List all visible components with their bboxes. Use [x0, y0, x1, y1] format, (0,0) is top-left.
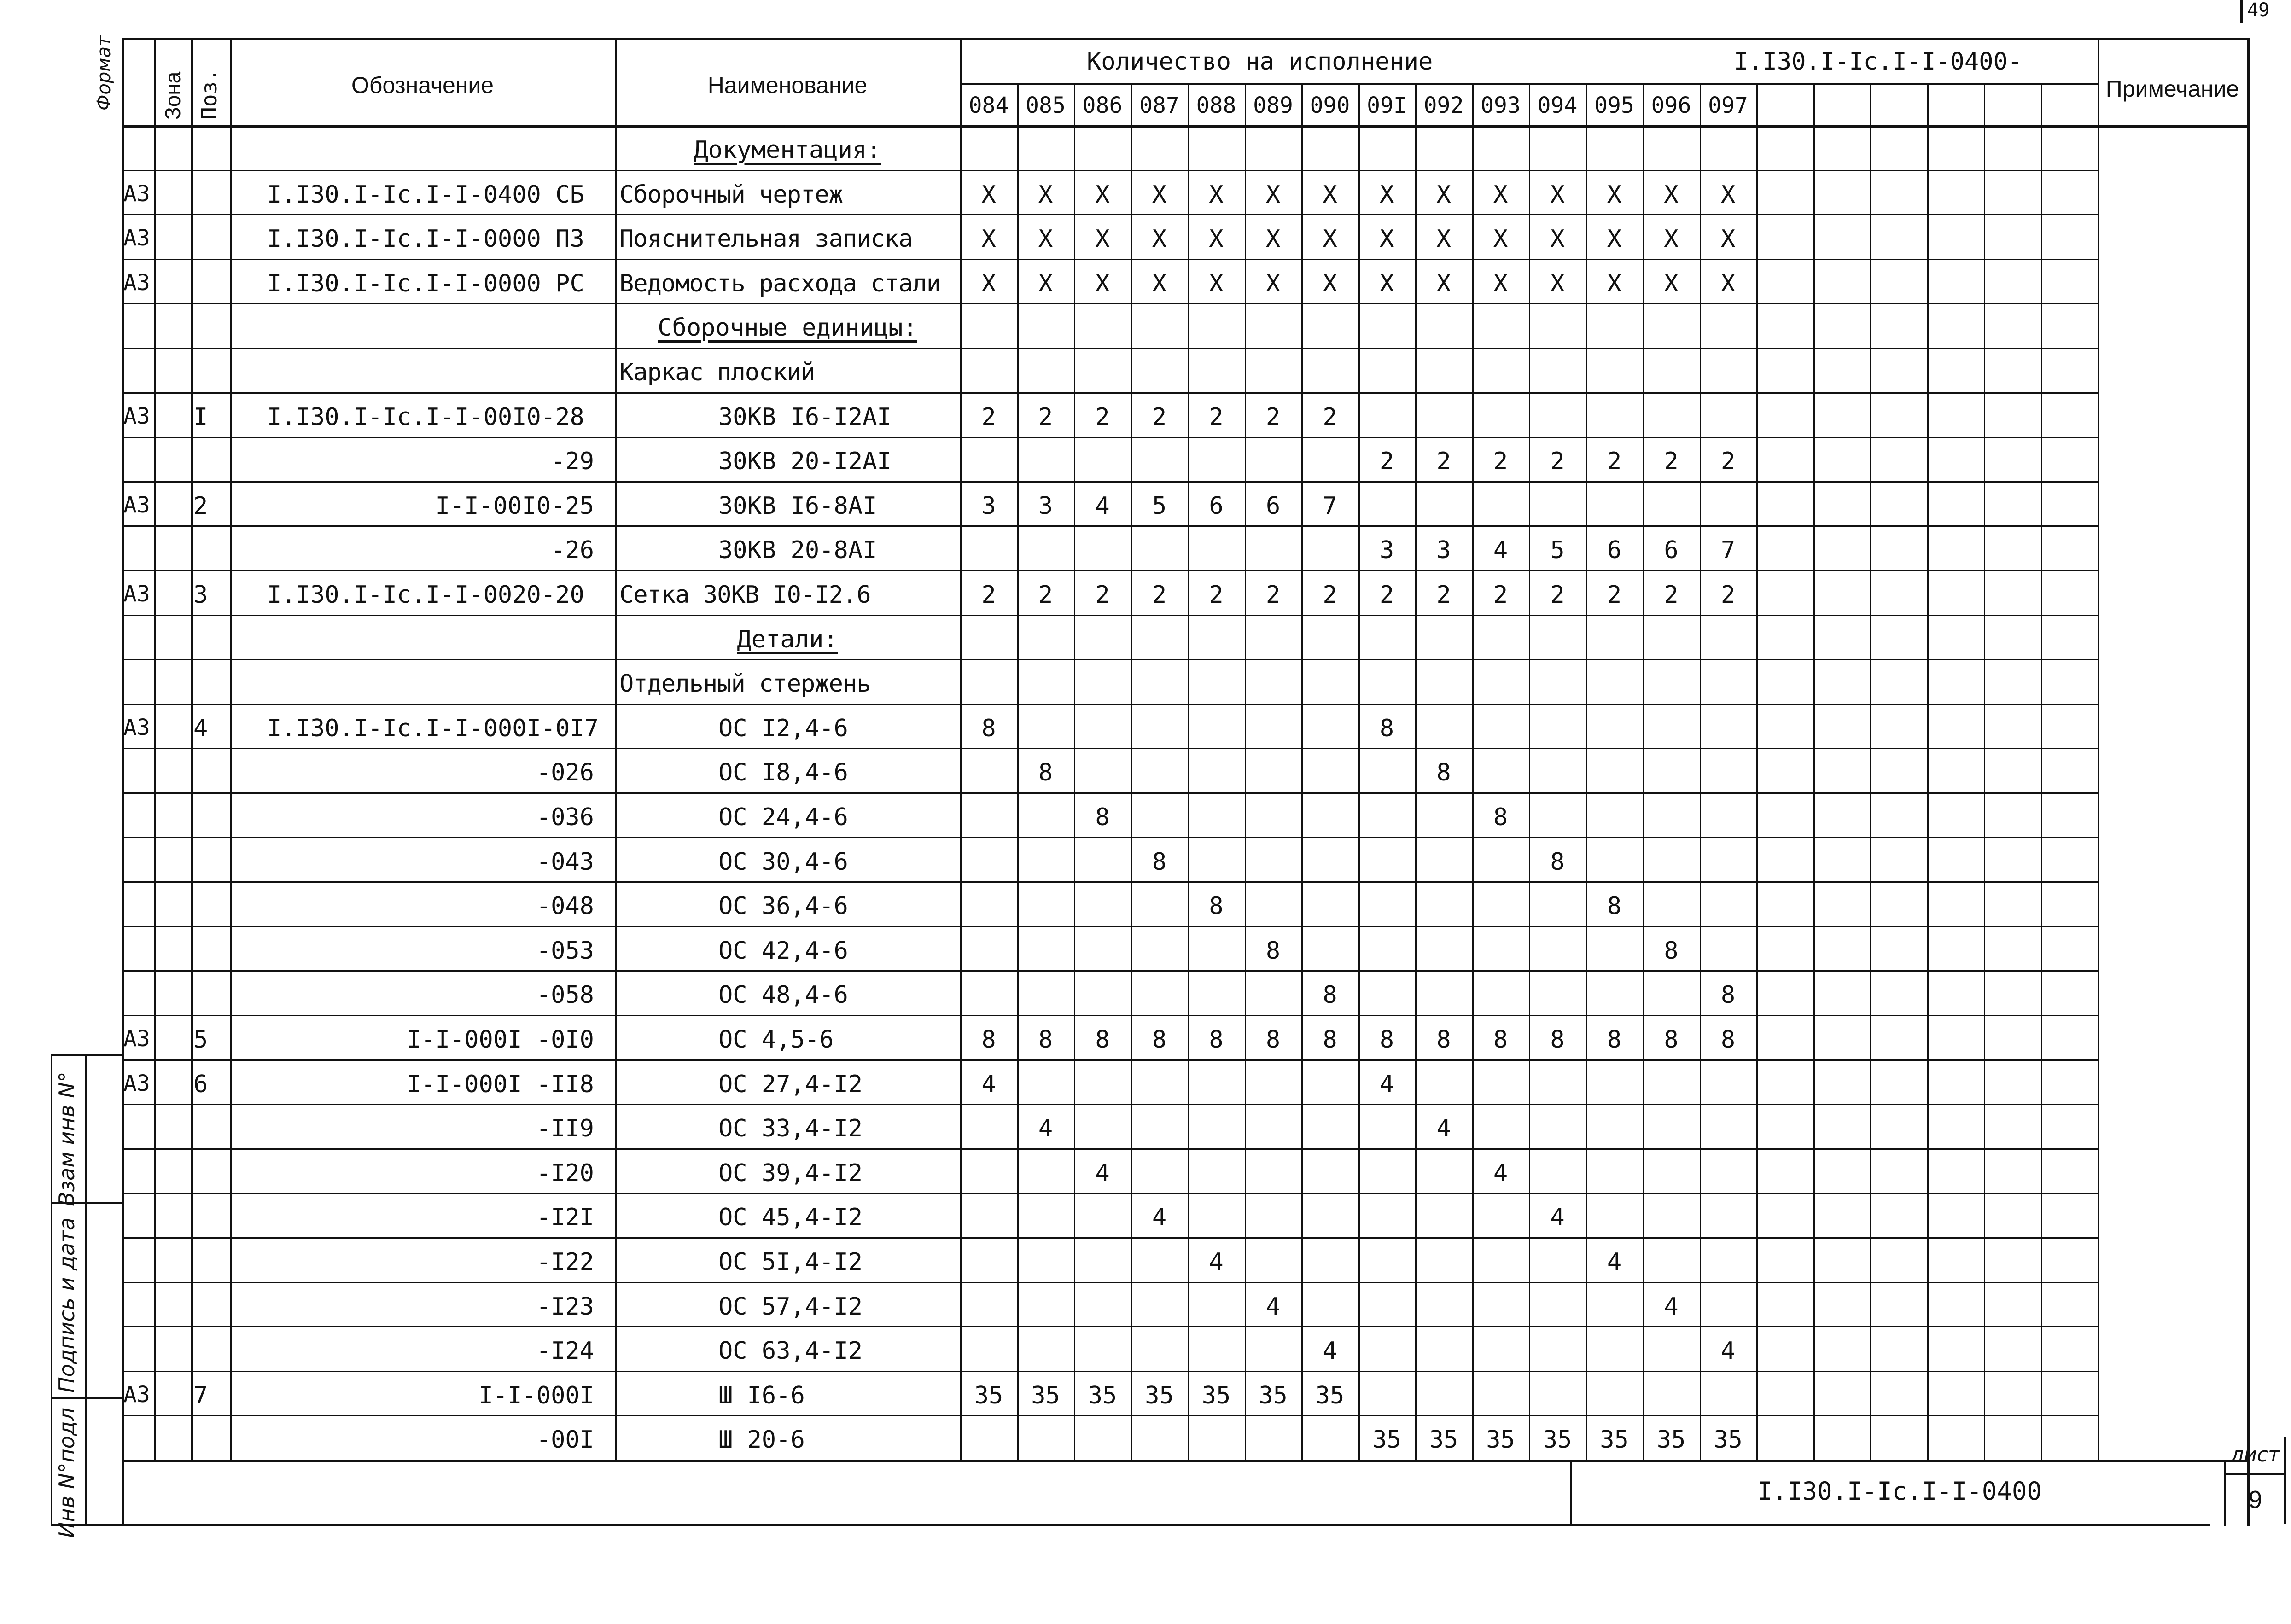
quantity-cell: 8	[1493, 803, 1508, 831]
side-stamp-replace-inv: Взам инв N°	[54, 1071, 79, 1206]
column-line	[1927, 83, 1929, 1460]
designation-cell: -I22	[536, 1248, 594, 1276]
format-cell: А3	[123, 1026, 150, 1052]
name-cell: Каркас плоский	[619, 359, 815, 386]
quantity-cell: 8	[1436, 759, 1451, 786]
designation-cell: I-I-000I -0I0	[407, 1026, 594, 1054]
quantity-cell: 2	[1152, 581, 1167, 609]
variant-header: 086	[1082, 93, 1123, 118]
designation-cell: I.I30.I-Ic.I-I-0000 РС	[267, 270, 584, 297]
frame-bottom	[122, 1524, 2210, 1526]
variant-header: 092	[1423, 93, 1464, 118]
row-line	[122, 525, 2098, 527]
column-line	[1984, 83, 1985, 1460]
variant-header: 096	[1651, 93, 1691, 118]
name-cell: ОС 33,4-I2	[718, 1115, 863, 1142]
quantity-cell: 8	[1550, 1026, 1565, 1054]
name-cell: ОС 39,4-I2	[718, 1159, 863, 1187]
column-line	[1813, 83, 1815, 1460]
designation-cell: I-I-000I -II8	[407, 1071, 594, 1098]
row-line	[122, 1015, 2098, 1016]
row-line	[122, 437, 2098, 438]
quantity-cell: 35	[1145, 1382, 1174, 1409]
quantity-cell: 8	[981, 1026, 996, 1054]
name-cell: ОС 27,4-I2	[718, 1071, 863, 1098]
quantity-cell: X	[981, 181, 996, 209]
quantity-cell: 8	[1607, 1026, 1622, 1054]
designation-cell: -I24	[536, 1337, 594, 1365]
quantity-cell: 8	[1152, 848, 1167, 876]
position-cell: 4	[193, 715, 208, 742]
quantity-cell: X	[1379, 181, 1394, 209]
name-cell: Ш I6-6	[718, 1382, 805, 1409]
title-block-code: I.I30.I-Ic.I-I-0400	[1757, 1477, 2042, 1506]
row-line	[122, 1282, 2098, 1283]
name-cell: ОС 57,4-I2	[718, 1293, 863, 1321]
quantity-cell: X	[981, 225, 996, 253]
row-line	[122, 881, 2098, 883]
quantity-cell: 2	[1550, 448, 1565, 475]
quantity-cell: X	[1436, 270, 1451, 297]
row-line	[122, 1193, 2098, 1194]
quantity-cell: 8	[1038, 759, 1053, 786]
name-cell: 30КВ I6-8АI	[718, 492, 877, 520]
quantity-cell: X	[1720, 181, 1736, 209]
quantity-cell: 4	[1038, 1115, 1053, 1142]
quantity-cell: X	[1209, 181, 1224, 209]
quantity-cell: X	[1493, 270, 1508, 297]
row-line	[122, 1104, 2098, 1105]
quantity-cell: X	[1152, 225, 1167, 253]
quantity-cell: 4	[1493, 1159, 1508, 1187]
quantity-cell: 2	[1550, 581, 1565, 609]
quantity-cell: 35	[1088, 1382, 1117, 1409]
quantity-cell: X	[1323, 181, 1337, 209]
quantity-cell: 2	[1720, 581, 1736, 609]
quantity-cell: 4	[1379, 1071, 1394, 1098]
quantity-cell: X	[1265, 225, 1281, 253]
variant-header: 093	[1481, 93, 1521, 118]
section-heading: Документация:	[694, 136, 881, 164]
quantity-cell: 7	[1720, 536, 1736, 564]
quantity-cell: X	[1038, 225, 1053, 253]
quantity-cell: 35	[1656, 1426, 1686, 1454]
quantity-cell: 35	[1486, 1426, 1515, 1454]
quantity-cell: X	[1038, 181, 1053, 209]
quantity-cell: 4	[1323, 1337, 1337, 1365]
row-line	[122, 570, 2098, 571]
name-cell: Ш 20-6	[718, 1426, 805, 1454]
format-cell: А3	[123, 270, 150, 296]
header-designation: Обозначение	[351, 72, 494, 98]
quantity-cell: X	[1095, 225, 1110, 253]
row-line	[122, 926, 2098, 927]
designation-cell: I.I30.I-Ic.I-I-0020-20	[267, 581, 584, 609]
quantity-cell: 2	[1209, 581, 1224, 609]
quantity-cell: 2	[1436, 581, 1451, 609]
position-cell: 2	[193, 492, 208, 520]
quantity-cell: 3	[1436, 536, 1451, 564]
quantity-cell: 4	[1493, 536, 1508, 564]
quantity-cell: 2	[981, 581, 996, 609]
quantity-cell: X	[1379, 270, 1394, 297]
quantity-cell: 2	[1493, 448, 1508, 475]
quantity-cell: 8	[1209, 892, 1224, 920]
designation-cell: I-I-00I0-25	[435, 492, 594, 520]
quantity-cell: 4	[981, 1071, 996, 1098]
quantity-cell: 2	[1493, 581, 1508, 609]
quantity-cell: 5	[1152, 492, 1167, 520]
quantity-cell: 6	[1607, 536, 1622, 564]
quantity-cell: 4	[1152, 1204, 1167, 1231]
name-cell: ОС 4,5-6	[718, 1026, 834, 1054]
quantity-cell: 4	[1209, 1248, 1224, 1276]
row-line	[122, 1326, 2098, 1327]
quantity-cell: 2	[1664, 581, 1679, 609]
quantity-cell: 8	[1152, 1026, 1167, 1054]
variant-header: 097	[1708, 93, 1748, 118]
designation-cell: -048	[536, 892, 594, 920]
row-line	[122, 170, 2098, 171]
format-cell: А3	[123, 1382, 150, 1408]
quantity-cell: 8	[1720, 1026, 1736, 1054]
quantity-cell: X	[1436, 181, 1451, 209]
row-line	[122, 1415, 2098, 1416]
quantity-cell: 4	[1664, 1293, 1679, 1321]
section-heading: Детали:	[737, 626, 838, 653]
quantity-cell: 35	[1315, 1382, 1345, 1409]
quantity-cell: 6	[1664, 536, 1679, 564]
row-line	[122, 259, 2098, 260]
name-cell: Ведомость расхода стали	[619, 270, 941, 297]
quantity-cell: 8	[1265, 937, 1281, 965]
name-cell: ОС 36,4-6	[718, 892, 848, 920]
variant-header: 088	[1196, 93, 1236, 118]
quantity-cell: 2	[1607, 448, 1622, 475]
name-cell: ОС 48,4-6	[718, 981, 848, 1009]
quantity-cell: X	[1664, 270, 1679, 297]
name-cell: ОС 63,4-I2	[718, 1337, 863, 1365]
frame-top	[122, 38, 2247, 40]
row-line	[122, 214, 2098, 215]
quantity-cell: 8	[1323, 1026, 1337, 1054]
header-remark: Примечание	[2105, 76, 2239, 102]
quantity-cell: X	[1095, 270, 1110, 297]
quantity-cell: X	[1607, 225, 1622, 253]
designation-cell: I.I30.I-Ic.I-I-0000 ПЗ	[267, 225, 584, 253]
row-line	[122, 1059, 2098, 1061]
position-cell: 6	[193, 1071, 208, 1098]
quantity-cell: X	[1607, 270, 1622, 297]
quantity-cell: 2	[1095, 581, 1110, 609]
designation-cell: -043	[536, 848, 594, 876]
row-line	[122, 392, 2098, 394]
quantity-cell: 3	[1038, 492, 1053, 520]
designation-cell: -058	[536, 981, 594, 1009]
quantity-cell: X	[1209, 270, 1224, 297]
quantity-cell: 2	[1265, 581, 1281, 609]
quantity-cell: 35	[1259, 1382, 1288, 1409]
row-line	[122, 1148, 2098, 1150]
quantity-cell: X	[1436, 225, 1451, 253]
quantity-cell: 8	[1038, 1026, 1053, 1054]
page-marker	[2240, 0, 2243, 23]
quantity-cell: X	[1664, 225, 1679, 253]
name-cell: ОС I8,4-6	[718, 759, 848, 786]
quantity-cell: 2	[1095, 403, 1110, 431]
position-cell: 7	[193, 1382, 208, 1409]
table-bottom-line	[122, 1460, 2247, 1462]
designation-cell: -29	[551, 448, 594, 475]
quantity-cell: X	[1550, 181, 1565, 209]
title-block-sheet-number: 9	[2248, 1486, 2262, 1513]
variant-header: 084	[968, 93, 1009, 118]
quantity-cell: 35	[1429, 1426, 1458, 1454]
row-line	[122, 615, 2098, 616]
title-block-divider	[1570, 1460, 1572, 1524]
format-cell: А3	[123, 225, 150, 251]
quantity-cell: 2	[1209, 403, 1224, 431]
designation-cell: -026	[536, 759, 594, 786]
quantity-cell: 4	[1265, 1293, 1281, 1321]
format-cell: А3	[123, 715, 150, 740]
designation-cell: I.I30.I-Ic.I-I-00I0-28	[267, 403, 584, 431]
quantity-cell: 4	[1607, 1248, 1622, 1276]
designation-cell: -26	[551, 536, 594, 564]
quantity-cell: X	[1038, 270, 1053, 297]
format-cell: А3	[123, 581, 150, 607]
variant-header: 085	[1026, 93, 1066, 118]
designation-cell: -I2I	[536, 1204, 594, 1231]
format-cell: А3	[123, 181, 150, 207]
quantity-cell: 2	[1323, 403, 1337, 431]
quantity-cell: X	[1209, 225, 1224, 253]
designation-cell: I.I30.I-Ic.I-I-000I-0I7	[267, 715, 599, 742]
name-cell: Сетка 30КВ I0-I2.6	[619, 581, 871, 609]
title-block-sheet-label: лист	[2231, 1443, 2280, 1467]
name-cell: ОС I2,4-6	[718, 715, 848, 742]
quantity-cell: 2	[1379, 448, 1394, 475]
page-number: 49	[2247, 0, 2270, 21]
quantity-cell: X	[1550, 225, 1565, 253]
quantity-cell: X	[1550, 270, 1565, 297]
variant-header: 087	[1139, 93, 1179, 118]
quantity-cell: 6	[1209, 492, 1224, 520]
title-block-sheet-line	[2224, 1473, 2286, 1475]
quantity-cell: X	[1265, 270, 1281, 297]
quantity-cell: 8	[1379, 1026, 1394, 1054]
quantity-cell: 8	[1209, 1026, 1224, 1054]
quantity-cell: 8	[1265, 1026, 1281, 1054]
name-cell: ОС 30,4-6	[718, 848, 848, 876]
format-cell: А3	[123, 403, 150, 429]
name-cell: 30КВ I6-I2АI	[718, 403, 892, 431]
column-line	[2098, 38, 2099, 1460]
quantity-cell: X	[1323, 270, 1337, 297]
quantity-cell: 2	[1038, 581, 1053, 609]
quantity-cell: 8	[1095, 803, 1110, 831]
quantity-cell: X	[1379, 225, 1394, 253]
quantity-cell: X	[1095, 181, 1110, 209]
column-line	[1756, 83, 1758, 1460]
quantity-cell: 2	[1607, 581, 1622, 609]
quantity-cell: X	[1265, 181, 1281, 209]
quantity-cell: 2	[1152, 403, 1167, 431]
quantity-cell: 3	[981, 492, 996, 520]
quantity-cell: 35	[1372, 1426, 1401, 1454]
quantity-cell: 2	[1265, 403, 1281, 431]
position-cell: 3	[193, 581, 208, 609]
quantity-cell: X	[1493, 181, 1508, 209]
quantity-cell: 4	[1720, 1337, 1736, 1365]
quantity-cell: 2	[1323, 581, 1337, 609]
row-line	[122, 303, 2098, 304]
row-line	[122, 970, 2098, 972]
quantity-cell: 8	[1379, 715, 1394, 742]
quantity-cell: 7	[1323, 492, 1337, 520]
name-cell: Пояснительная записка	[619, 225, 913, 253]
stamp-left	[51, 1054, 52, 1525]
row-line	[122, 837, 2098, 838]
quantity-cell: 8	[1720, 981, 1736, 1009]
row-line	[122, 792, 2098, 794]
quantity-cell: X	[1152, 270, 1167, 297]
quantity-cell: X	[1493, 225, 1508, 253]
name-cell: ОС 42,4-6	[718, 937, 848, 965]
variant-header: 090	[1310, 93, 1350, 118]
side-stamp-signature-date: Подпись и дата	[54, 1217, 79, 1393]
stamp-mid	[85, 1054, 87, 1525]
name-cell: 30КВ 20-I2АI	[718, 448, 892, 475]
quantity-cell: 2	[1379, 581, 1394, 609]
quantity-cell: 4	[1436, 1115, 1451, 1142]
row-line	[122, 1371, 2098, 1372]
quantity-cell: 2	[1664, 448, 1679, 475]
quantity-cell: 4	[1095, 1159, 1110, 1187]
name-cell: ОС 45,4-I2	[718, 1204, 863, 1231]
quantity-cell: X	[1152, 181, 1167, 209]
header-name: Наименование	[707, 72, 868, 98]
position-cell: 5	[193, 1026, 208, 1054]
format-cell: А3	[123, 1071, 150, 1096]
designation-cell: -II9	[536, 1115, 594, 1142]
quantity-cell: 4	[1095, 492, 1110, 520]
frame-right	[2247, 38, 2250, 1526]
quantity-cell: 35	[1201, 1382, 1231, 1409]
header-series-code: I.I30.I-Ic.I-I-0400-	[1734, 48, 2023, 76]
quantity-cell: X	[1720, 270, 1736, 297]
quantity-cell: 8	[1095, 1026, 1110, 1054]
column-line	[1870, 83, 1871, 1460]
quantity-cell: X	[1607, 181, 1622, 209]
quantity-cell: 2	[1720, 448, 1736, 475]
quantity-cell: X	[1720, 225, 1736, 253]
designation-cell: -036	[536, 803, 594, 831]
quantity-cell: 8	[1607, 892, 1622, 920]
header-format: Формат	[93, 35, 115, 111]
quantity-cell: 35	[1031, 1382, 1060, 1409]
variant-header: 089	[1253, 93, 1293, 118]
quantity-cell: 2	[1436, 448, 1451, 475]
name-cell: ОС 5I,4-I2	[718, 1248, 863, 1276]
quantity-cell: X	[1323, 225, 1337, 253]
quantity-cell: 5	[1550, 536, 1565, 564]
designation-cell: I-I-000I	[478, 1382, 594, 1409]
section-heading: Сборочные единицы:	[658, 314, 917, 342]
quantity-cell: 2	[1038, 403, 1053, 431]
quantity-cell: 35	[974, 1382, 1003, 1409]
quantity-cell: 35	[1543, 1426, 1572, 1454]
row-line	[122, 1237, 2098, 1239]
name-cell: Отдельный стержень	[619, 670, 871, 698]
designation-cell: -I23	[536, 1293, 594, 1321]
quantity-cell: 35	[1600, 1426, 1629, 1454]
designation-cell: -I20	[536, 1159, 594, 1187]
quantity-cell: 2	[981, 403, 996, 431]
row-line	[122, 659, 2098, 660]
header-pos: Поз.	[197, 69, 222, 120]
column-line	[2041, 83, 2042, 1460]
position-cell: I	[193, 403, 208, 431]
quantity-cell: 8	[1664, 937, 1679, 965]
quantity-cell: 6	[1265, 492, 1281, 520]
quantity-cell: X	[1664, 181, 1679, 209]
quantity-cell: 4	[1550, 1204, 1565, 1231]
row-line	[122, 704, 2098, 705]
row-line	[122, 348, 2098, 349]
quantity-cell: 8	[1323, 981, 1337, 1009]
format-cell: А3	[123, 492, 150, 518]
row-line	[122, 748, 2098, 749]
quantity-cell: X	[981, 270, 996, 297]
variant-header: 095	[1594, 93, 1634, 118]
quantity-cell: 8	[1664, 1026, 1679, 1054]
quantity-cell: 35	[1714, 1426, 1743, 1454]
title-block-sheet-right	[2284, 1437, 2286, 1524]
designation-cell: -00I	[536, 1426, 594, 1454]
designation-cell: I.I30.I-Ic.I-I-0400 СБ	[267, 181, 584, 209]
side-stamp-inv-no: Инв N°подл	[54, 1407, 79, 1538]
variant-header: 094	[1537, 93, 1578, 118]
quantity-cell: 8	[1550, 848, 1565, 876]
quantity-cell: 3	[1379, 536, 1394, 564]
name-cell: ОС 24,4-6	[718, 803, 848, 831]
quantity-cell: 8	[981, 715, 996, 742]
name-cell: Сборочный чертеж	[619, 181, 843, 209]
header-quantity-title: Количество на исполнение	[1087, 48, 1433, 76]
row-line	[122, 481, 2098, 483]
variant-header: 09I	[1367, 93, 1407, 118]
name-cell: 30КВ 20-8АI	[718, 536, 877, 564]
designation-cell: -053	[536, 937, 594, 965]
header-zone: Зона	[161, 71, 185, 120]
quantity-cell: 8	[1493, 1026, 1508, 1054]
quantity-cell: 8	[1436, 1026, 1451, 1054]
